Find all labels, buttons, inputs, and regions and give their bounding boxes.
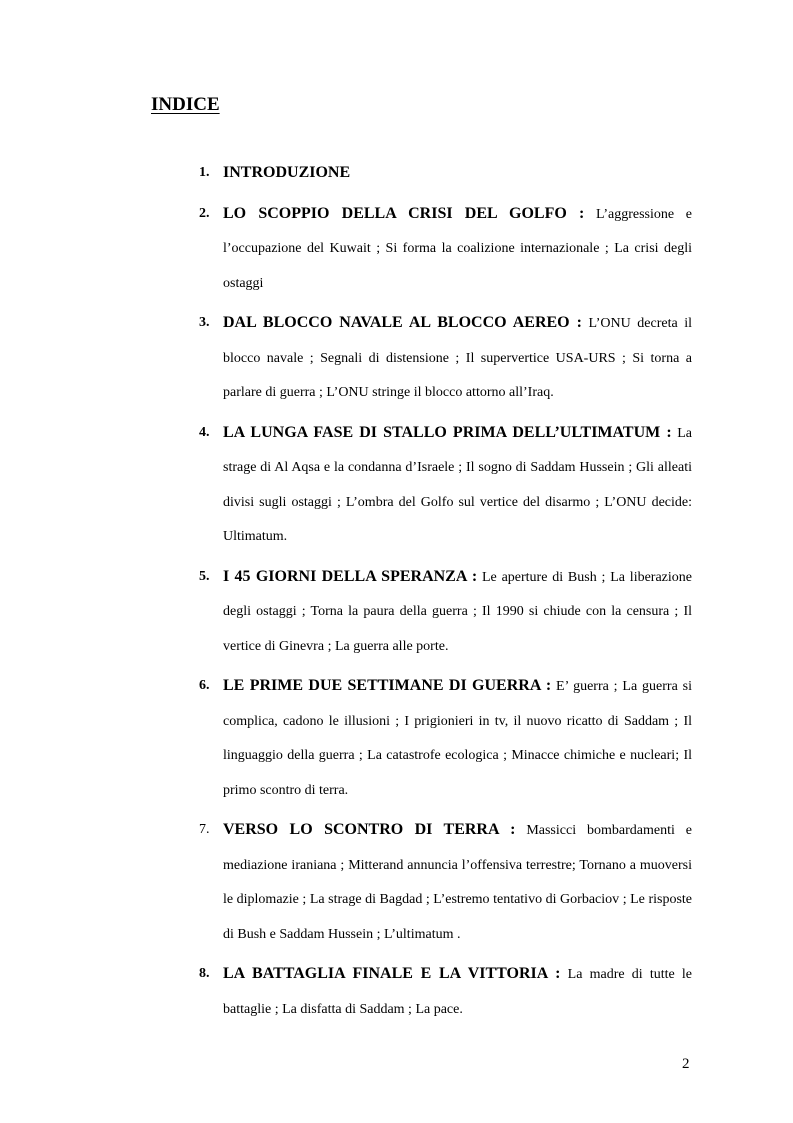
toc-entry-number: 3. <box>199 315 210 330</box>
toc-entry-description: Massicci bombardamenti e mediazione iraniana ; Mitterand annuncia l’offensiva terrestre; Tornano a muoversi le diplomazie ; La strage di Bagdad ; L’estremo tentativo di Gorbaciov ; Le risposte di Bush e Saddam Hussein ; L’ultimatum . <box>223 823 693 942</box>
toc-entry-1 <box>199 156 692 192</box>
toc-entry-title: LA BATTAGLIA FINALE E LA VITTORIA : <box>223 965 561 982</box>
toc-entry-title: LA LUNGA FASE DI STALLO PRIMA DELL’ULTIMATUM : <box>223 423 672 441</box>
toc-entry-description: L’aggressione e l’occupazione del Kuwait ; Si forma la coalizione internazionale ; La crisi degli ostaggi <box>223 206 693 291</box>
toc-entry-4 <box>199 416 693 555</box>
page-title: INDICE <box>151 94 220 115</box>
toc-entry-6 <box>199 669 693 808</box>
toc-entry-title: LE PRIME DUE SETTIMANE DI GUERRA : <box>223 677 552 694</box>
toc-entry-number: 4. <box>199 424 210 440</box>
toc-entry-number: 2. <box>199 205 210 221</box>
toc-entry-title: I 45 GIORNI DELLA SPERANZA : <box>223 567 478 585</box>
toc-entry-5 <box>199 560 692 665</box>
toc-entry-number: 1. <box>199 165 210 180</box>
toc-entry-description: E’ guerra ; La guerra si complica, cadono le illusioni ; I prigionieri in tv, il nuovo ricatto di Saddam ; Il linguaggio della guerra ; La catastrofe ecologica ; Minacce chimiche e nucleari; Il primo scontro di terra. <box>223 679 693 798</box>
toc-entry-title: INTRODUZIONE <box>223 164 351 181</box>
toc-entry-title: DAL BLOCCO NAVALE AL BLOCCO AEREO : <box>223 314 582 331</box>
toc-entry-number: 8. <box>199 966 210 981</box>
toc-entry-number: 6. <box>199 678 210 693</box>
toc-entry-2 <box>199 197 693 302</box>
toc-entry-description: La madre di tutte le battaglie ; La disfatta di Saddam ; La pace. <box>223 967 692 1017</box>
toc-entry-3 <box>199 306 693 411</box>
toc-entry-description: Le aperture di Bush ; La liberazione degli ostaggi ; Torna la paura della guerra ; Il 1990 si chiude con la censura ; Il vertice di Ginevra ; La guerra alle porte. <box>223 569 692 654</box>
toc-entry-title: LO SCOPPIO DELLA CRISI DEL GOLFO : <box>223 204 585 222</box>
toc-entry-number: 7. <box>199 822 210 837</box>
toc-entry-number: 5. <box>199 568 210 584</box>
toc-entry-description: La strage di Al Aqsa e la condanna d’Israele ; Il sogno di Saddam Hussein ; Gli alleati divisi sugli ostaggi ; L’ombra del Golfo sul vertice del disarmo ; L’ONU decide: Ultimatum. <box>223 425 693 544</box>
table-of-contents <box>199 156 693 1032</box>
toc-entry-title: VERSO LO SCONTRO DI TERRA : <box>223 821 516 838</box>
toc-entry-description: L’ONU decreta il blocco navale ; Segnali di distensione ; Il supervertice USA-URS ; Si torna a parlare di guerra ; L’ONU stringe il blocco attorno all’Iraq. <box>223 316 693 400</box>
toc-entry-8 <box>199 957 692 1027</box>
toc-entry-7 <box>199 813 693 952</box>
page-number: 2 <box>682 1056 690 1072</box>
